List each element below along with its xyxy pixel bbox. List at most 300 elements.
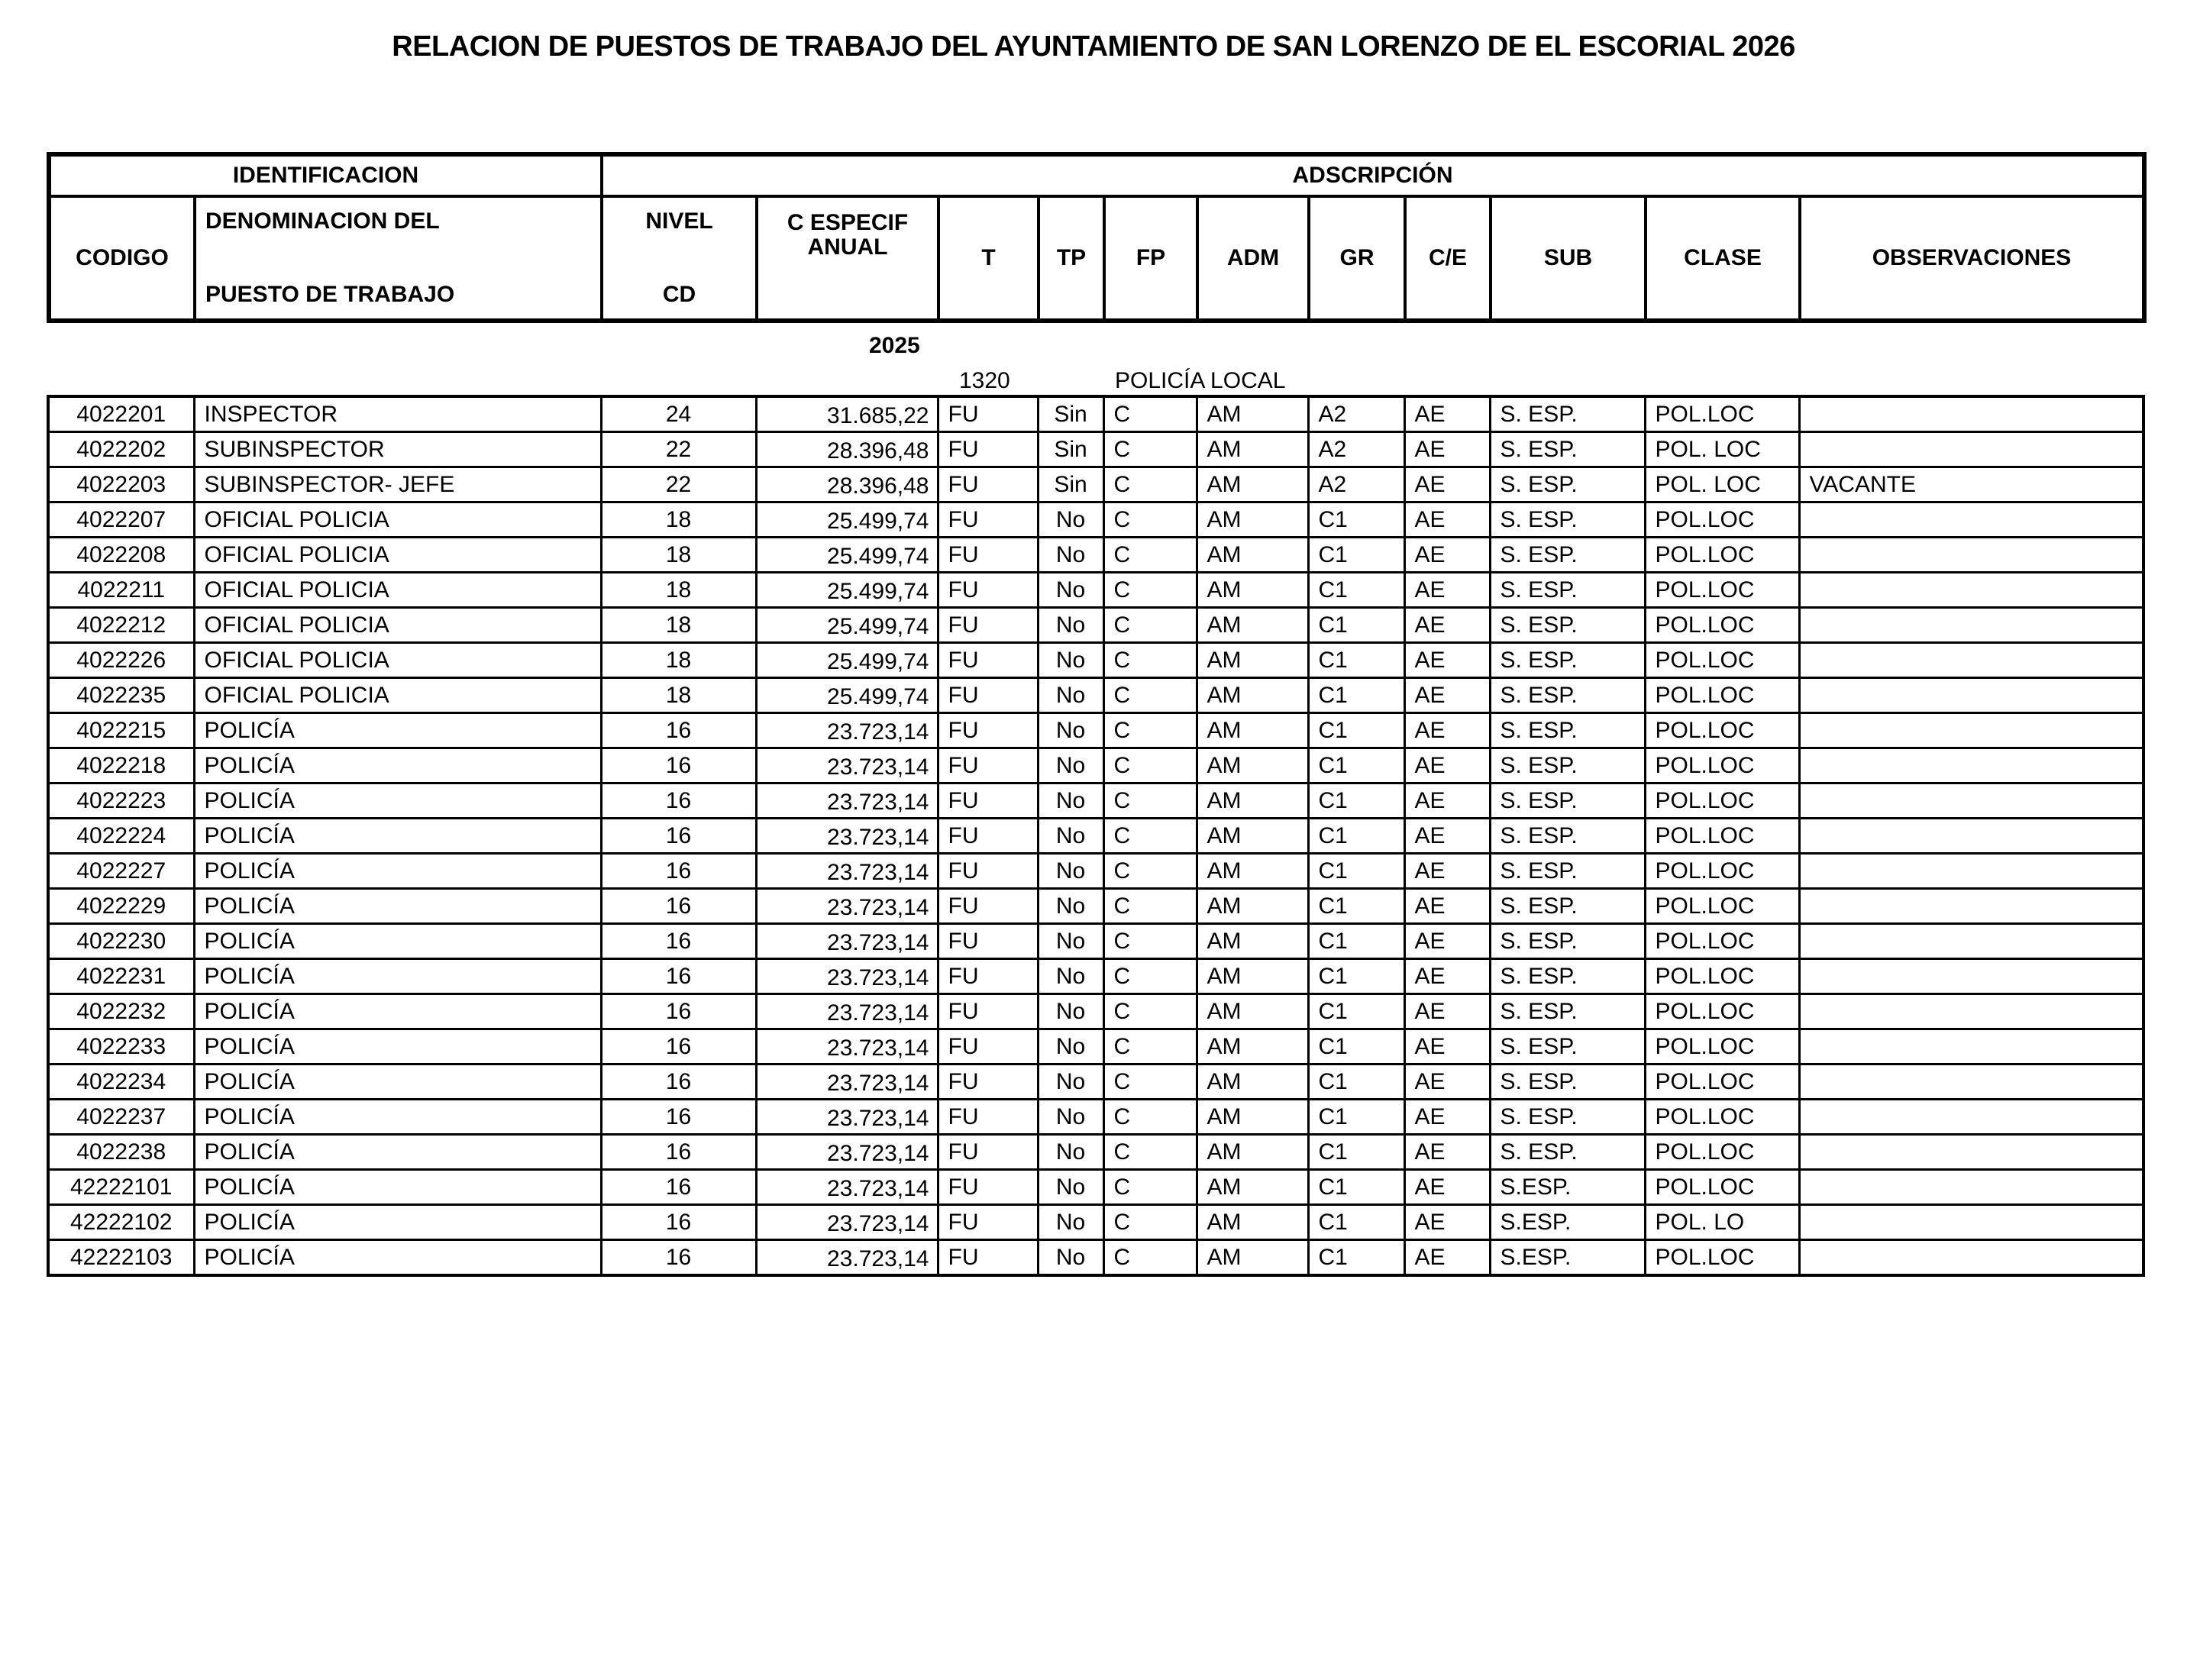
denominacion-cell: POLICÍA <box>194 1065 601 1100</box>
codigo-cell: 42222101 <box>48 1170 194 1205</box>
codigo-cell: 4022229 <box>48 889 194 924</box>
observaciones-cell <box>1799 432 2143 467</box>
ce-cell: AE <box>1404 924 1490 959</box>
table-row <box>48 502 2143 538</box>
codigo-cell: 4022224 <box>48 819 194 854</box>
tp-header: TP <box>1039 196 1104 321</box>
observaciones-cell <box>1799 1100 2143 1135</box>
fp-cell: C <box>1103 538 1197 573</box>
codigo-cell: 4022215 <box>48 713 194 748</box>
sub-cell: S. ESP. <box>1490 994 1645 1029</box>
tp-cell: No <box>1038 608 1103 643</box>
t-cell: FU <box>938 1170 1038 1205</box>
codigo-cell: 4022238 <box>48 1135 194 1170</box>
table-row <box>48 538 2143 573</box>
adm-cell: AM <box>1197 1029 1308 1065</box>
t-cell: FU <box>938 573 1038 608</box>
fp-cell: C <box>1103 1240 1197 1276</box>
ce-header: C/E <box>1405 196 1491 321</box>
clase-cell: POL.LOC <box>1645 783 1799 819</box>
t-cell: FU <box>938 1205 1038 1240</box>
t-cell: FU <box>938 748 1038 783</box>
ce-cell: AE <box>1404 1240 1490 1276</box>
denominacion-header <box>195 196 602 321</box>
nivel-cell: 18 <box>601 502 756 538</box>
cespecif-cell: 23.723,14 <box>756 1170 938 1205</box>
codigo-cell: 4022226 <box>48 643 194 678</box>
clase-cell: POL.LOC <box>1645 1240 1799 1276</box>
codigo-header: CODIGO <box>49 196 195 321</box>
tp-cell: No <box>1038 573 1103 608</box>
t-cell: FU <box>938 396 1038 432</box>
clase-cell: POL.LOC <box>1645 819 1799 854</box>
t-cell: FU <box>938 959 1038 994</box>
fp-cell: C <box>1103 432 1197 467</box>
codigo-cell: 4022208 <box>48 538 194 573</box>
observaciones-cell <box>1799 854 2143 889</box>
adm-cell: AM <box>1197 1065 1308 1100</box>
nivel-cell: 16 <box>601 1170 756 1205</box>
fp-cell: C <box>1103 1065 1197 1100</box>
fp-cell: C <box>1103 1100 1197 1135</box>
gr-cell: A2 <box>1308 432 1404 467</box>
cespecif-line-1: C ESPECIF <box>787 210 909 235</box>
denominacion-cell: POLICÍA <box>194 959 601 994</box>
table-row <box>48 994 2143 1029</box>
denominacion-cell: POLICÍA <box>194 1205 601 1240</box>
observaciones-cell <box>1799 573 2143 608</box>
sub-cell: S. ESP. <box>1490 854 1645 889</box>
nivel-cell: 18 <box>601 678 756 713</box>
observaciones-cell <box>1799 538 2143 573</box>
denominacion-cell: OFICIAL POLICIA <box>194 573 601 608</box>
ce-cell: AE <box>1404 994 1490 1029</box>
ce-cell: AE <box>1404 467 1490 502</box>
adm-cell: AM <box>1197 1170 1308 1205</box>
tp-cell: No <box>1038 1170 1103 1205</box>
sub-cell: S. ESP. <box>1490 783 1645 819</box>
adm-cell: AM <box>1197 819 1308 854</box>
gr-cell: C1 <box>1308 1240 1404 1276</box>
denominacion-cell: POLICÍA <box>194 1029 601 1065</box>
denominacion-cell: POLICÍA <box>194 994 601 1029</box>
observaciones-cell <box>1799 396 2143 432</box>
codigo-cell: 4022231 <box>48 959 194 994</box>
table-row <box>48 1240 2143 1276</box>
cespecif-cell: 31.685,22 <box>756 396 938 432</box>
observaciones-cell: VACANTE <box>1799 467 2143 502</box>
ce-cell: AE <box>1404 1135 1490 1170</box>
fp-cell: C <box>1103 643 1197 678</box>
sub-cell: S. ESP. <box>1490 889 1645 924</box>
t-cell: FU <box>938 924 1038 959</box>
observaciones-cell <box>1799 678 2143 713</box>
identificacion-header: IDENTIFICACION <box>49 154 602 196</box>
denominacion-line-2: PUESTO DE TRABAJO <box>205 282 455 307</box>
nivel-cell: 16 <box>601 924 756 959</box>
fp-cell: C <box>1103 959 1197 994</box>
fp-cell: C <box>1103 467 1197 502</box>
clase-cell: POL.LOC <box>1645 748 1799 783</box>
fp-cell: C <box>1103 678 1197 713</box>
table-row <box>48 643 2143 678</box>
tp-cell: Sin <box>1038 467 1103 502</box>
nivel-header <box>602 196 757 321</box>
cespecif-cell: 23.723,14 <box>756 713 938 748</box>
fp-cell: C <box>1103 819 1197 854</box>
table-row <box>48 1065 2143 1100</box>
cespecif-line-2: ANUAL <box>807 234 888 260</box>
clase-cell: POL.LOC <box>1645 573 1799 608</box>
t-header: T <box>938 196 1039 321</box>
tp-cell: No <box>1038 502 1103 538</box>
fp-cell: C <box>1103 854 1197 889</box>
adm-cell: AM <box>1197 713 1308 748</box>
codigo-cell: 4022203 <box>48 467 194 502</box>
nivel-cell: 22 <box>601 432 756 467</box>
clase-cell: POL.LOC <box>1645 396 1799 432</box>
cespecif-cell: 23.723,14 <box>756 994 938 1029</box>
positions-table <box>47 395 2145 1277</box>
nivel-cell: 18 <box>601 608 756 643</box>
tp-cell: No <box>1038 1135 1103 1170</box>
gr-cell: A2 <box>1308 396 1404 432</box>
gr-cell: C1 <box>1308 1065 1404 1100</box>
table-row <box>48 467 2143 502</box>
gr-cell: C1 <box>1308 924 1404 959</box>
cespecif-cell: 25.499,74 <box>756 678 938 713</box>
sub-cell: S. ESP. <box>1490 467 1645 502</box>
nivel-cell: 16 <box>601 1065 756 1100</box>
clase-cell: POL.LOC <box>1645 538 1799 573</box>
cespecif-cell: 28.396,48 <box>756 432 938 467</box>
nivel-cell: 16 <box>601 1240 756 1276</box>
codigo-cell: 42222103 <box>48 1240 194 1276</box>
observaciones-cell <box>1799 748 2143 783</box>
adm-cell: AM <box>1197 467 1308 502</box>
denominacion-cell: POLICÍA <box>194 748 601 783</box>
denominacion-cell: POLICÍA <box>194 1135 601 1170</box>
codigo-cell: 4022212 <box>48 608 194 643</box>
codigo-cell: 4022235 <box>48 678 194 713</box>
gr-cell: C1 <box>1308 608 1404 643</box>
ce-cell: AE <box>1404 783 1490 819</box>
observaciones-cell <box>1799 502 2143 538</box>
fp-cell: C <box>1103 783 1197 819</box>
fp-cell: C <box>1103 573 1197 608</box>
nivel-line-1: NIVEL <box>645 208 713 234</box>
observaciones-cell <box>1799 1029 2143 1065</box>
codigo-cell: 4022218 <box>48 748 194 783</box>
section-code: 1320 <box>959 368 1010 393</box>
t-cell: FU <box>938 819 1038 854</box>
tp-cell: No <box>1038 854 1103 889</box>
gr-cell: C1 <box>1308 854 1404 889</box>
fp-cell: C <box>1103 1205 1197 1240</box>
nivel-cell: 16 <box>601 1205 756 1240</box>
tp-cell: No <box>1038 643 1103 678</box>
sub-cell: S. ESP. <box>1490 713 1645 748</box>
adscripcion-header: ADSCRIPCIÓN <box>602 154 2144 196</box>
ce-cell: AE <box>1404 608 1490 643</box>
gr-cell: C1 <box>1308 1170 1404 1205</box>
denominacion-cell: POLICÍA <box>194 889 601 924</box>
clase-cell: POL.LOC <box>1645 1100 1799 1135</box>
t-cell: FU <box>938 678 1038 713</box>
table-row <box>48 1205 2143 1240</box>
codigo-cell: 4022230 <box>48 924 194 959</box>
t-cell: FU <box>938 1065 1038 1100</box>
gr-cell: C1 <box>1308 643 1404 678</box>
tp-cell: Sin <box>1038 396 1103 432</box>
observaciones-cell <box>1799 924 2143 959</box>
cespecif-cell: 23.723,14 <box>756 889 938 924</box>
observaciones-cell <box>1799 1065 2143 1100</box>
denominacion-cell: OFICIAL POLICIA <box>194 608 601 643</box>
t-cell: FU <box>938 783 1038 819</box>
cespecif-cell: 23.723,14 <box>756 854 938 889</box>
fp-cell: C <box>1103 994 1197 1029</box>
fp-cell: C <box>1103 396 1197 432</box>
ce-cell: AE <box>1404 538 1490 573</box>
denominacion-cell: POLICÍA <box>194 1100 601 1135</box>
clase-header: CLASE <box>1646 196 1800 321</box>
nivel-cell: 18 <box>601 643 756 678</box>
ce-cell: AE <box>1404 959 1490 994</box>
t-cell: FU <box>938 713 1038 748</box>
observaciones-cell <box>1799 783 2143 819</box>
nivel-cell: 16 <box>601 783 756 819</box>
adm-cell: AM <box>1197 432 1308 467</box>
table-row <box>48 1029 2143 1065</box>
table-row <box>48 573 2143 608</box>
tp-cell: No <box>1038 678 1103 713</box>
gr-cell: C1 <box>1308 713 1404 748</box>
nivel-cell: 18 <box>601 573 756 608</box>
tp-cell: No <box>1038 748 1103 783</box>
tp-cell: No <box>1038 959 1103 994</box>
codigo-cell: 4022237 <box>48 1100 194 1135</box>
observaciones-cell <box>1799 1170 2143 1205</box>
denominacion-cell: OFICIAL POLICIA <box>194 678 601 713</box>
sub-cell: S. ESP. <box>1490 678 1645 713</box>
cespecif-cell: 23.723,14 <box>756 1065 938 1100</box>
cespecif-cell: 23.723,14 <box>756 924 938 959</box>
fp-cell: C <box>1103 1170 1197 1205</box>
observaciones-cell <box>1799 643 2143 678</box>
denominacion-line-1: DENOMINACION DEL <box>205 208 440 234</box>
adm-cell: AM <box>1197 1240 1308 1276</box>
t-cell: FU <box>938 432 1038 467</box>
sub-cell: S. ESP. <box>1490 538 1645 573</box>
observaciones-cell <box>1799 608 2143 643</box>
ce-cell: AE <box>1404 432 1490 467</box>
table-row <box>48 678 2143 713</box>
denominacion-cell: SUBINSPECTOR <box>194 432 601 467</box>
denominacion-cell: SUBINSPECTOR- JEFE <box>194 467 601 502</box>
codigo-cell: 4022211 <box>48 573 194 608</box>
nivel-cell: 16 <box>601 1100 756 1135</box>
denominacion-cell: POLICÍA <box>194 783 601 819</box>
clase-cell: POL.LOC <box>1645 959 1799 994</box>
nivel-cell: 16 <box>601 713 756 748</box>
tp-cell: Sin <box>1038 432 1103 467</box>
adm-cell: AM <box>1197 1100 1308 1135</box>
gr-cell: C1 <box>1308 994 1404 1029</box>
fp-cell: C <box>1103 608 1197 643</box>
gr-cell: C1 <box>1308 538 1404 573</box>
cespecif-cell: 25.499,74 <box>756 538 938 573</box>
tp-cell: No <box>1038 713 1103 748</box>
adm-cell: AM <box>1197 1205 1308 1240</box>
t-cell: FU <box>938 608 1038 643</box>
adm-cell: AM <box>1197 854 1308 889</box>
ce-cell: AE <box>1404 396 1490 432</box>
cespecif-cell: 23.723,14 <box>756 748 938 783</box>
gr-cell: C1 <box>1308 889 1404 924</box>
nivel-cell: 16 <box>601 854 756 889</box>
sub-cell: S. ESP. <box>1490 819 1645 854</box>
gr-cell: C1 <box>1308 1029 1404 1065</box>
gr-cell: C1 <box>1308 573 1404 608</box>
gr-header: GR <box>1309 196 1405 321</box>
table-row <box>48 1135 2143 1170</box>
nivel-cell: 22 <box>601 467 756 502</box>
table-row <box>48 889 2143 924</box>
tp-cell: No <box>1038 1205 1103 1240</box>
ce-cell: AE <box>1404 573 1490 608</box>
t-cell: FU <box>938 994 1038 1029</box>
sub-cell: S. ESP. <box>1490 1100 1645 1135</box>
gr-cell: C1 <box>1308 748 1404 783</box>
sub-cell: S.ESP. <box>1490 1240 1645 1276</box>
codigo-cell: 4022223 <box>48 783 194 819</box>
sub-cell: S. ESP. <box>1490 502 1645 538</box>
codigo-cell: 4022202 <box>48 432 194 467</box>
sub-cell: S. ESP. <box>1490 396 1645 432</box>
sub-cell: S. ESP. <box>1490 1135 1645 1170</box>
observaciones-header: OBSERVACIONES <box>1800 196 2144 321</box>
cespecif-cell: 23.723,14 <box>756 1240 938 1276</box>
observaciones-cell <box>1799 1240 2143 1276</box>
adm-cell: AM <box>1197 608 1308 643</box>
codigo-cell: 42222102 <box>48 1205 194 1240</box>
clase-cell: POL.LOC <box>1645 678 1799 713</box>
ce-cell: AE <box>1404 643 1490 678</box>
clase-cell: POL.LOC <box>1645 854 1799 889</box>
t-cell: FU <box>938 538 1038 573</box>
adm-header: ADM <box>1197 196 1309 321</box>
fp-cell: C <box>1103 1029 1197 1065</box>
sub-cell: S. ESP. <box>1490 608 1645 643</box>
codigo-cell: 4022234 <box>48 1065 194 1100</box>
gr-cell: C1 <box>1308 678 1404 713</box>
cespecif-cell: 23.723,14 <box>756 1029 938 1065</box>
sub-cell: S. ESP. <box>1490 643 1645 678</box>
ce-cell: AE <box>1404 854 1490 889</box>
clase-cell: POL.LOC <box>1645 713 1799 748</box>
clase-cell: POL.LOC <box>1645 608 1799 643</box>
ce-cell: AE <box>1404 748 1490 783</box>
clase-cell: POL.LOC <box>1645 1135 1799 1170</box>
document-title: RELACION DE PUESTOS DE TRABAJO DEL AYUNTAMIENTO DE SAN LORENZO DE EL ESCORIAL 2026 <box>392 31 1795 63</box>
fp-cell: C <box>1103 889 1197 924</box>
sub-cell: S. ESP. <box>1490 924 1645 959</box>
table-row <box>48 713 2143 748</box>
nivel-cell: 16 <box>601 748 756 783</box>
gr-cell: C1 <box>1308 959 1404 994</box>
observaciones-cell <box>1799 959 2143 994</box>
t-cell: FU <box>938 854 1038 889</box>
gr-cell: C1 <box>1308 1205 1404 1240</box>
denominacion-cell: POLICÍA <box>194 819 601 854</box>
cespecif-cell: 25.499,74 <box>756 643 938 678</box>
cespecif-cell: 23.723,14 <box>756 1205 938 1240</box>
t-cell: FU <box>938 1100 1038 1135</box>
cespecif-cell: 25.499,74 <box>756 608 938 643</box>
adm-cell: AM <box>1197 678 1308 713</box>
ce-cell: AE <box>1404 502 1490 538</box>
denominacion-cell: POLICÍA <box>194 924 601 959</box>
sub-cell: S. ESP. <box>1490 1065 1645 1100</box>
adm-cell: AM <box>1197 924 1308 959</box>
nivel-cell: 16 <box>601 889 756 924</box>
denominacion-cell: OFICIAL POLICIA <box>194 502 601 538</box>
clase-cell: POL.LOC <box>1645 889 1799 924</box>
adm-cell: AM <box>1197 502 1308 538</box>
clase-cell: POL.LOC <box>1645 643 1799 678</box>
cespecif-cell: 25.499,74 <box>756 502 938 538</box>
sub-cell: S. ESP. <box>1490 573 1645 608</box>
clase-cell: POL. LO <box>1645 1205 1799 1240</box>
table-row <box>48 748 2143 783</box>
tp-cell: No <box>1038 538 1103 573</box>
ce-cell: AE <box>1404 819 1490 854</box>
table-row <box>48 783 2143 819</box>
tp-cell: No <box>1038 994 1103 1029</box>
t-cell: FU <box>938 889 1038 924</box>
clase-cell: POL.LOC <box>1645 994 1799 1029</box>
cespecif-header <box>757 196 938 321</box>
cespecif-cell: 25.499,74 <box>756 573 938 608</box>
observaciones-cell <box>1799 1135 2143 1170</box>
sub-cell: S. ESP. <box>1490 959 1645 994</box>
clase-cell: POL. LOC <box>1645 467 1799 502</box>
fp-cell: C <box>1103 502 1197 538</box>
ce-cell: AE <box>1404 1100 1490 1135</box>
fp-cell: C <box>1103 748 1197 783</box>
nivel-cell: 24 <box>601 396 756 432</box>
sub-cell: S. ESP. <box>1490 748 1645 783</box>
tp-cell: No <box>1038 889 1103 924</box>
denominacion-cell: INSPECTOR <box>194 396 601 432</box>
codigo-cell: 4022227 <box>48 854 194 889</box>
denominacion-cell: POLICÍA <box>194 854 601 889</box>
cespecif-cell: 28.396,48 <box>756 467 938 502</box>
denominacion-cell: POLICÍA <box>194 713 601 748</box>
clase-cell: POL.LOC <box>1645 502 1799 538</box>
gr-cell: C1 <box>1308 1100 1404 1135</box>
t-cell: FU <box>938 643 1038 678</box>
year-label: 2025 <box>869 333 920 358</box>
gr-cell: C1 <box>1308 783 1404 819</box>
t-cell: FU <box>938 502 1038 538</box>
gr-cell: C1 <box>1308 819 1404 854</box>
fp-cell: C <box>1103 713 1197 748</box>
sub-header: SUB <box>1491 196 1646 321</box>
adm-cell: AM <box>1197 643 1308 678</box>
cespecif-cell: 23.723,14 <box>756 1100 938 1135</box>
